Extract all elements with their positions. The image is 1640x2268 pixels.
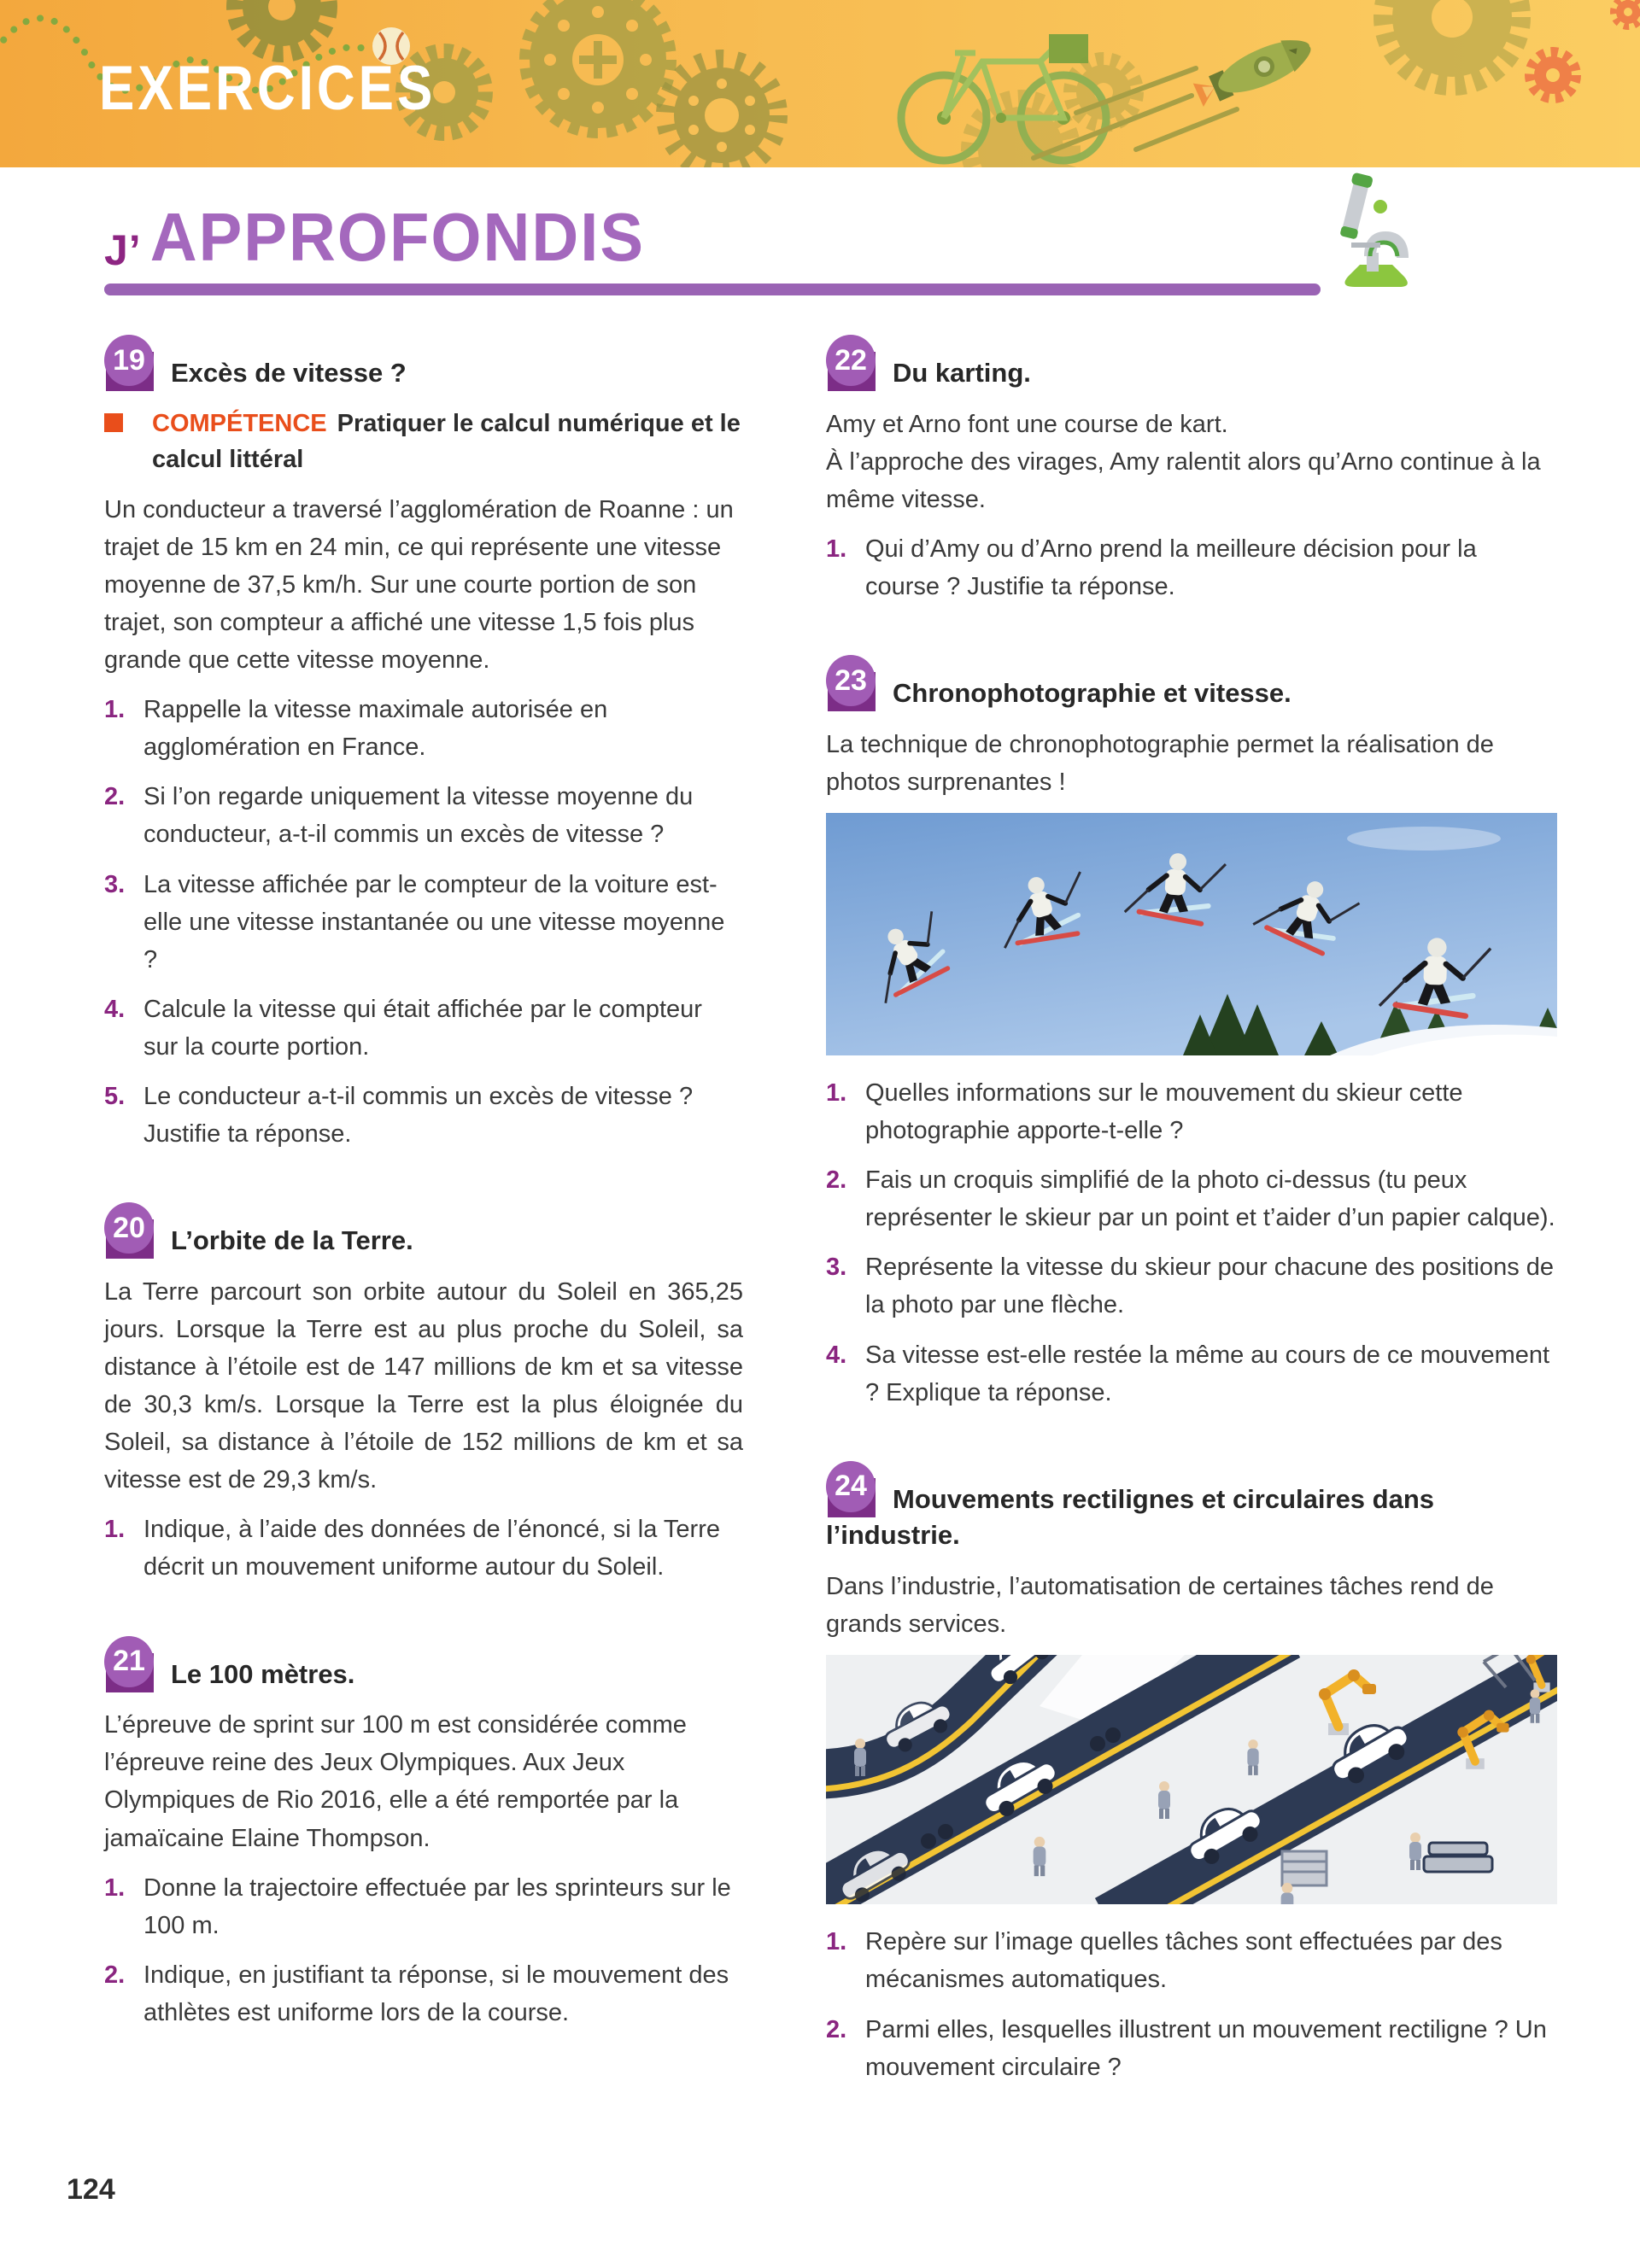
page-number: 124 [67,2173,115,2206]
question-row [104,1869,743,1944]
question-number: 1. [826,535,847,563]
question-text: Représente la vitesse du skieur pour chacune des positions de la photo par une flèche. [865,1254,1555,1319]
gear-icon [237,0,326,51]
competence-label: COMPÉTENCE [152,409,327,437]
question-text: Rappelle la vitesse maximale autorisée en agglomération en France. [144,696,608,762]
exercise-badge [104,1202,157,1259]
exercise-intro: La technique de chronophotographie permet la réalisation de photos surprenantes ! [826,730,1494,796]
exercise-number: 23 [826,655,876,706]
question-text: Repère sur l’image quelles tâches sont effectuées par des mécanismes automatiques. [865,1928,1502,1994]
question-number: 1. [826,1079,847,1108]
question-text: Fais un croquis simplifié de la photo ci-dessus (tu peux représenter le skieur par un point et t’aider d’un papier calque). [865,1166,1555,1232]
question-number: 3. [826,1254,847,1282]
question-number: 4. [104,995,126,1023]
exercise-badge [104,335,157,391]
question-row [826,1923,1557,1998]
gear-icon [669,62,775,167]
exercise-intro: La Terre parcourt son orbite autour du Soleil en 365,25 jours. Lorsque la Terre est au plus proche du Soleil, sa distance à l’étoile est de 147 millions de km et sa vitesse de 30,3 km/s. Lorsque la Terre est la plus éloignée du Soleil, sa distance à l’étoile de 152 millions de km et sa vitesse est de 29,3 km/s. [104,1277,743,1494]
question-row [826,1336,1557,1412]
exercise-badge [826,335,879,391]
exercise-badge [826,655,879,711]
assembly-line-image [826,1655,1557,1904]
question-text: Sa vitesse est-elle restée la même au cours de ce mouvement ? Explique ta réponse. [865,1341,1550,1406]
section-prefix: J’ [104,226,142,274]
question-number: 2. [826,2015,847,2043]
question-row [826,1161,1557,1236]
question-text: Indique, à l’aide des données de l’énoncé, si la Terre décrit un mouvement uniforme autour du Soleil. [144,1516,720,1581]
right-column [826,335,1557,2136]
exercise-intro: L’épreuve de sprint sur 100 m est considérée comme l’épreuve reine des Jeux Olympiques. Aux Jeux Olympiques de Rio 2016, elle a été remportée par la jamaïcaine Elaine Thompson. [104,1711,687,1852]
exercise-number: 19 [104,335,154,386]
exercise-intro: Amy et Arno font une course de kart. [826,410,1228,438]
question-number: 2. [104,1961,126,1989]
exercise-23 [826,655,1557,1412]
exercise-title: Mouvements rectilignes et circulaires dans l’industrie. [826,1483,1435,1551]
exercise-20 [104,1202,743,1586]
section-underline [104,284,1321,295]
exercise-intro: Dans l’industrie, l’automatisation de certaines tâches rend de grands services. [826,1573,1494,1639]
section-header [104,190,1556,295]
exercise-number: 22 [826,335,876,386]
question-text: Si l’on regarde uniquement la vitesse moyenne du conducteur, a-t-il commis un excès de vitesse ? [144,783,694,849]
question-row [826,2011,1557,2086]
question-text: Quelles informations sur le mouvement du skieur cette photographie apporte-t-elle ? [865,1079,1463,1145]
exercise-24 [826,1461,1557,2086]
section-title: APPROFONDIS [149,199,646,276]
question-row [104,1956,743,2031]
question-row [104,991,743,1066]
exercise-number: 24 [826,1461,876,1512]
question-number: 2. [826,1166,847,1195]
exercise-title: Du karting. [893,358,1031,388]
question-number: 4. [826,1341,847,1369]
question-row [104,866,743,979]
competence-line [104,406,743,477]
question-text: Parmi elles, lesquelles illustrent un mouvement rectiligne ? Un mouvement circulaire ? [865,2015,1547,2081]
question-text: Qui d’Amy ou d’Arno prend la meilleure décision pour la course ? Justifie ta réponse. [865,535,1477,601]
question-text: Donne la trajectoire effectuée par les sprinteurs sur le 100 m. [144,1873,731,1939]
question-number: 3. [104,870,126,898]
exercise-title: Excès de vitesse ? [171,358,407,388]
gear-icon [1531,53,1575,97]
question-number: 1. [104,1873,126,1902]
question-text: Le conducteur a-t-il commis un excès de vitesse ? Justifie ta réponse. [144,1082,694,1149]
left-column [104,335,743,2081]
page-banner-title: EXERCICES [99,54,436,124]
question-row [826,1074,1557,1149]
question-number: 2. [104,783,126,811]
question-text: Calcule la vitesse qui était affichée par le compteur sur la courte portion. [144,995,702,1061]
exercise-number: 21 [104,1636,154,1687]
exercise-title: Chronophotographie et vitesse. [893,678,1292,709]
question-number: 5. [104,1082,126,1110]
question-row [104,778,743,853]
competence-text: Pratiquer le calcul numérique et le calcul littéral [152,409,741,473]
exercise-intro: Un conducteur a traversé l’agglomération de Roanne : un trajet de 15 km en 24 min, ce qui représente une vitesse moyenne de 37,5 km/h. Sur une courte portion de son trajet, son compteur a affiché une vitesse 1,5 fois plus grande que cette vitesse moyenne. [104,495,734,675]
question-row [104,1078,743,1153]
page-banner [0,0,1640,167]
exercise-intro: À l’approche des virages, Amy ralentit alors qu’Arno continue à la même vitesse. [826,447,1541,513]
skier-chronophoto-image [826,813,1557,1055]
exercise-title: Le 100 mètres. [171,1658,355,1689]
exercise-number: 20 [104,1202,154,1254]
question-text: La vitesse affichée par le compteur de la voiture est-elle une vitesse instantanée ou une vitesse moyenne ? [144,870,725,973]
gear-icon [1614,0,1640,26]
question-number: 1. [826,1928,847,1956]
question-number: 1. [104,1516,126,1544]
question-number: 1. [104,696,126,724]
question-row [104,691,743,766]
exercise-22 [826,335,1557,605]
exercise-badge [826,1461,879,1517]
question-row [826,1248,1557,1324]
microscope-icon [1336,171,1418,290]
exercise-title: L’orbite de la Terre. [171,1225,413,1256]
question-row [826,530,1557,605]
gear-icon [1384,0,1520,85]
gear-icon [526,0,670,132]
question-row [104,1511,743,1586]
exercise-19 [104,335,743,1153]
question-text: Indique, en justifiant ta réponse, si le mouvement des athlètes est uniforme lors de la course. [144,1961,729,2026]
exercise-badge [104,1636,157,1692]
exercise-21 [104,1636,743,2031]
